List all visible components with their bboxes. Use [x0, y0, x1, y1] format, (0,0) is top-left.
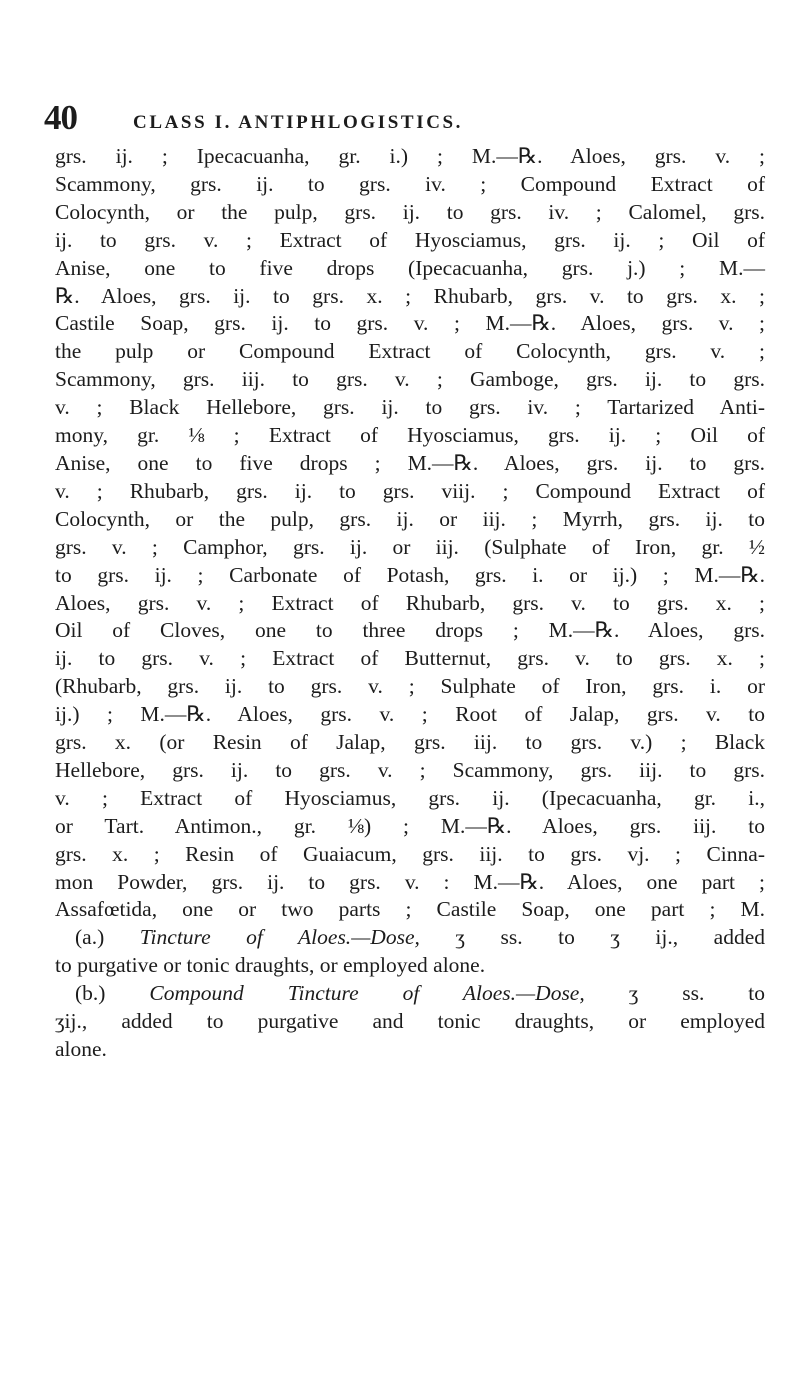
text-line: Hellebore, grs. ij. to grs. v. ; Scammony, grs. iij. to grs.	[55, 757, 765, 782]
text-line: Colocynth, or the pulp, grs. ij. to grs. iv. ; Calomel, grs.	[55, 199, 765, 224]
text-line: ij.) ; M.—℞. Aloes, grs. v. ; Root of Jalap, grs. v. to	[55, 702, 765, 727]
text-line: grs. ij. ; Ipecacuanha, gr. i.) ; M.—℞. Aloes, grs. v. ;	[55, 144, 765, 168]
text-line: the pulp or Compound Extract of Colocynth, grs. v. ;	[55, 339, 765, 364]
formula-paragraph	[55, 143, 765, 924]
running-head-title: CLASS I. ANTIPHLOGISTICS.	[133, 112, 464, 133]
paragraph-b-line-2: ʒij., added to purgative and tonic draughts, or employed	[55, 1009, 765, 1034]
text-line: v. ; Extract of Hyosciamus, grs. ij. (Ipecacuanha, gr. i.,	[55, 785, 765, 810]
text-line: or Tart. Antimon., gr. ⅛) ; M.—℞. Aloes, grs. iij. to	[55, 813, 765, 838]
paragraph-a-marker: (a.)	[75, 925, 105, 950]
text-line: ℞. Aloes, grs. ij. to grs. x. ; Rhubarb, grs. v. to grs. x. ;	[55, 283, 765, 308]
text-line: Scammony, grs. iij. to grs. v. ; Gamboge, grs. ij. to grs.	[55, 367, 765, 392]
text-line: ij. to grs. v. ; Extract of Butternut, grs. v. to grs. x. ;	[55, 646, 765, 671]
paragraph-b-marker: (b.)	[75, 981, 106, 1006]
text-line: Anise, one to five drops ; M.—℞. Aloes, grs. ij. to grs.	[55, 450, 765, 475]
text-line: Anise, one to five drops (Ipecacuanha, grs. j.) ; M.—	[55, 255, 765, 280]
text-line: v. ; Black Hellebore, grs. ij. to grs. iv. ; Tartarized Anti-	[55, 395, 765, 420]
paragraph-a-dose: ʒ ss. to ʒ ij., added	[455, 925, 765, 950]
text-line: Castile Soap, grs. ij. to grs. v. ; M.—℞. Aloes, grs. v. ;	[55, 311, 765, 336]
paragraph-b-dose: ʒ ss. to	[628, 981, 766, 1006]
text-line: v. ; Rhubarb, grs. ij. to grs. viij. ; Compound Extract of	[55, 478, 765, 503]
page-number: 40	[44, 98, 77, 137]
text-line: ij. to grs. v. ; Extract of Hyosciamus, grs. ij. ; Oil of	[55, 227, 765, 252]
text-line: (Rhubarb, grs. ij. to grs. v. ; Sulphate of Iron, grs. i. or	[55, 674, 765, 699]
paragraph-b-line-3: alone.	[55, 1037, 107, 1061]
text-line: mony, gr. ⅛ ; Extract of Hyosciamus, grs. ij. ; Oil of	[55, 423, 765, 448]
text-line: grs. x. (or Resin of Jalap, grs. iij. to grs. v.) ; Black	[55, 730, 765, 755]
text-line: Aloes, grs. v. ; Extract of Rhubarb, grs. v. to grs. x. ;	[55, 590, 765, 615]
text-line: mon Powder, grs. ij. to grs. v. : M.—℞. Aloes, one part ;	[55, 869, 765, 894]
paragraph-b-line-1	[55, 980, 765, 1008]
paragraph-a-line-2: to purgative or tonic draughts, or employed alone.	[55, 953, 486, 978]
paragraph-b-title: Compound Tincture of Aloes.	[149, 981, 517, 1006]
paragraph-a-dose-label: —Dose,	[351, 925, 420, 950]
paragraph-b-dose-label: —Dose,	[516, 981, 585, 1006]
text-line: Scammony, grs. ij. to grs. iv. ; Compound Extract of	[55, 171, 765, 196]
paragraph-a-title: Tincture of Aloes.	[139, 925, 352, 950]
text-line: grs. v. ; Camphor, grs. ij. or iij. (Sulphate of Iron, gr. ½	[55, 534, 765, 559]
running-head	[44, 98, 744, 142]
text-line: Colocynth, or the pulp, grs. ij. or iij. ; Myrrh, grs. ij. to	[55, 506, 765, 531]
body-text	[55, 143, 765, 1064]
text-line: Oil of Cloves, one to three drops ; M.—℞. Aloes, grs.	[55, 618, 765, 643]
text-line: Assafœtida, one or two parts ; Castile Soap, one part ; M.	[55, 897, 765, 922]
text-line: grs. x. ; Resin of Guaiacum, grs. iij. to grs. vj. ; Cinna-	[55, 841, 765, 866]
paragraph-a-line-1	[55, 924, 765, 952]
text-line: to grs. ij. ; Carbonate of Potash, grs. i. or ij.) ; M.—℞.	[55, 562, 765, 587]
